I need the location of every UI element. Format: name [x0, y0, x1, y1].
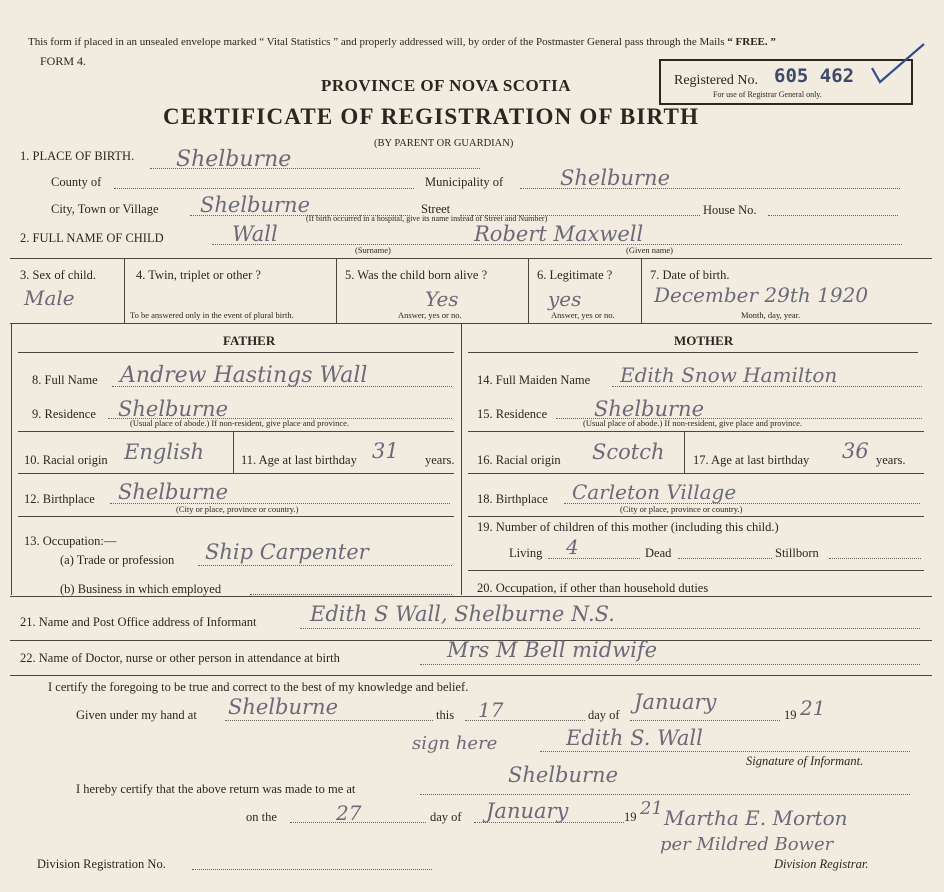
- mother-age: 36: [842, 439, 869, 463]
- surname-note: (Surname): [355, 245, 391, 255]
- this-label: this: [436, 708, 455, 722]
- occupation-label: 13. Occupation:—: [24, 534, 117, 548]
- business-label: (b) Business in which employed: [60, 582, 222, 596]
- row3-divider-2: [336, 258, 337, 323]
- free-word: “ FREE. ”: [727, 36, 776, 48]
- given-year: 21: [800, 696, 826, 720]
- father-residence: Shelburne: [118, 397, 229, 421]
- form-number: FORM 4.: [40, 54, 87, 68]
- registrar-day-line: [290, 822, 426, 823]
- registrar-signature-1: Martha E. Morton: [664, 806, 848, 830]
- alive-note: Answer, yes or no.: [398, 310, 462, 320]
- father-race-label: 10. Racial origin: [24, 453, 108, 467]
- row3-divider-1: [124, 258, 125, 323]
- father-heading: FATHER: [223, 333, 276, 348]
- father-birthplace: Shelburne: [118, 480, 229, 504]
- mother-name: Edith Snow Hamilton: [620, 363, 838, 387]
- registered-label: Registered No.: [674, 73, 758, 88]
- left-border: [11, 323, 12, 595]
- trade-value: Ship Carpenter: [205, 540, 369, 564]
- father-name-label: 8. Full Name: [32, 373, 98, 387]
- father-race: English: [124, 440, 205, 464]
- municipality-label: Municipality of: [425, 175, 504, 189]
- mother-years: years.: [876, 453, 906, 467]
- row3-top-rule: [10, 258, 932, 259]
- mother-birthplace-label: 18. Birthplace: [477, 492, 548, 506]
- mother-rule-4: [468, 570, 924, 571]
- doctor-line: [420, 664, 920, 665]
- on-label: on the: [246, 810, 277, 824]
- mother-birthplace: Carleton Village: [572, 480, 737, 504]
- informant-signature-line: [540, 751, 910, 752]
- father-residence-note: (Usual place of abode.) If non-resident, give place and province.: [130, 418, 350, 428]
- date-label: 7. Date of birth.: [650, 268, 730, 282]
- twin-label: 4. Twin, triplet or other ?: [136, 268, 261, 282]
- alive-value: Yes: [425, 287, 459, 311]
- doctor-rule: [10, 675, 932, 676]
- mother-birthplace-note: (City or place, province or country.): [620, 504, 743, 514]
- dead-label: Dead: [645, 546, 672, 560]
- mother-name-label: 14. Full Maiden Name: [477, 373, 591, 387]
- legit-value: yes: [548, 287, 582, 311]
- informant-value: Edith S Wall, Shelburne N.S.: [310, 602, 615, 626]
- date-note: Month, day, year.: [741, 310, 801, 320]
- place-value: Shelburne: [176, 147, 292, 172]
- mother-race: Scotch: [592, 440, 665, 464]
- twin-note: To be answered only in the event of plural birth.: [130, 310, 294, 320]
- living-line: [548, 558, 640, 559]
- registrar-year-prefix: 19: [624, 810, 637, 824]
- registrar-place: Shelburne: [508, 763, 619, 787]
- mother-rule-3: [468, 516, 924, 517]
- city-label: City, Town or Village: [51, 202, 159, 216]
- given-month: January: [634, 690, 717, 714]
- father-residence-label: 9. Residence: [32, 407, 96, 421]
- column-divider: [461, 323, 462, 595]
- registrar-month-line: [474, 822, 624, 823]
- father-age-label: 11. Age at last birthday: [241, 453, 357, 467]
- municipality-value: Shelburne: [560, 166, 671, 190]
- mother-residence-label: 15. Residence: [477, 407, 548, 421]
- place-label: 1. PLACE OF BIRTH.: [20, 149, 135, 163]
- county-label: County of: [51, 175, 102, 189]
- dead-line: [678, 558, 772, 559]
- county-line: [114, 188, 414, 189]
- mother-rule-2: [468, 473, 924, 474]
- registrar-day: 27: [336, 801, 362, 825]
- dayof-label: day of: [588, 708, 620, 722]
- mother-residence: Shelburne: [594, 397, 705, 421]
- given-day: 17: [478, 698, 504, 722]
- father-name: Andrew Hastings Wall: [120, 363, 368, 388]
- registrar-year: 21: [640, 798, 663, 819]
- row3-bottom-rule: [10, 323, 932, 324]
- sex-label: 3. Sex of child.: [20, 268, 97, 282]
- sex-value: Male: [24, 286, 75, 310]
- given-place-line: [225, 720, 433, 721]
- registrar-text: I hereby certify that the above return was made to me at: [76, 782, 356, 796]
- legit-label: 6. Legitimate ?: [537, 268, 613, 282]
- informant-label: 21. Name and Post Office address of Informant: [20, 615, 257, 629]
- father-heading-rule: [18, 352, 454, 353]
- stillborn-label: Stillborn: [775, 546, 819, 560]
- given-year-prefix: 19: [784, 708, 797, 722]
- sign-here: sign here: [412, 733, 498, 754]
- father-rule-1: [18, 431, 454, 432]
- mother-rule-1: [468, 431, 924, 432]
- stillborn-line: [829, 558, 921, 559]
- division-number-label: Division Registration No.: [37, 857, 166, 871]
- house-label: House No.: [703, 203, 757, 217]
- city-value: Shelburne: [200, 193, 311, 217]
- registered-note: For use of Registrar General only.: [713, 90, 822, 99]
- place-line: [150, 168, 480, 169]
- certify-text: I certify the foregoing to be true and correct to the best of my knowledge and belief.: [48, 680, 469, 694]
- checkmark-icon: [868, 40, 928, 88]
- child-name-label: 2. FULL NAME OF CHILD: [20, 231, 164, 245]
- father-name-line: [112, 386, 452, 387]
- mother-occupation-label: 20. Occupation, if other than household duties: [477, 581, 709, 595]
- page-title: CERTIFICATE OF REGISTRATION OF BIRTH: [163, 104, 700, 129]
- father-birthplace-label: 12. Birthplace: [24, 492, 95, 506]
- living-label: Living: [509, 546, 543, 560]
- columns-bottom-rule: [10, 596, 932, 597]
- children-label: 19. Number of children of this mother (including this child.): [477, 520, 779, 534]
- father-birthplace-note: (City or place, province or country.): [176, 504, 299, 514]
- mailing-notice: [28, 36, 776, 48]
- trade-line: [198, 565, 452, 566]
- father-age: 31: [372, 439, 399, 463]
- hospital-note: (If birth occurred in a hospital, give its name instead of Street and Number): [306, 214, 548, 223]
- doctor-value: Mrs M Bell midwife: [447, 638, 658, 662]
- child-given-name: Robert Maxwell: [474, 222, 644, 246]
- mother-race-divider: [684, 431, 685, 473]
- given-name-note: (Given name): [626, 245, 673, 255]
- row3-divider-4: [641, 258, 642, 323]
- row3-divider-3: [528, 258, 529, 323]
- date-value: December 29th 1920: [654, 283, 869, 307]
- mother-name-line: [612, 386, 922, 387]
- alive-label: 5. Was the child born alive ?: [345, 268, 488, 282]
- father-race-divider: [233, 431, 234, 473]
- given-label: Given under my hand at: [76, 708, 197, 722]
- business-line: [250, 594, 452, 595]
- doctor-label: 22. Name of Doctor, nurse or other person in attendance at birth: [20, 651, 340, 665]
- informant-signature: Edith S. Wall: [566, 726, 703, 750]
- living-value: 4: [566, 535, 579, 559]
- given-place: Shelburne: [228, 695, 339, 719]
- given-month-line: [630, 720, 780, 721]
- father-rule-2: [18, 473, 454, 474]
- mother-heading-rule: [468, 352, 918, 353]
- registrar-month: January: [486, 799, 569, 823]
- given-day-line: [465, 720, 585, 721]
- father-years: years.: [425, 453, 455, 467]
- child-name-line: [212, 244, 902, 245]
- mother-heading: MOTHER: [674, 333, 734, 348]
- mailing-notice-text: This form if placed in an unsealed envelope marked “ Vital Statistics ” and properly addressed will, by order of the Postmaster General pass through the Mails: [28, 36, 728, 48]
- street-label: Street: [421, 202, 451, 216]
- mother-residence-note: (Usual place of abode.) If non-resident, give place and province.: [583, 418, 803, 428]
- page-subtitle: (BY PARENT OR GUARDIAN): [374, 138, 514, 149]
- mother-race-label: 16. Racial origin: [477, 453, 561, 467]
- child-surname: Wall: [232, 222, 278, 246]
- province-heading: PROVINCE OF NOVA SCOTIA: [321, 76, 572, 95]
- legit-note: Answer, yes or no.: [551, 310, 615, 320]
- registered-number: 605 462: [774, 65, 855, 87]
- house-line: [768, 215, 898, 216]
- informant-line: [300, 628, 920, 629]
- father-rule-3: [18, 516, 454, 517]
- informant-signature-label: Signature of Informant.: [746, 754, 864, 768]
- trade-label: (a) Trade or profession: [60, 553, 175, 567]
- mother-age-label: 17. Age at last birthday: [693, 453, 810, 467]
- registrar-signature-label: Division Registrar.: [774, 857, 869, 871]
- registrar-dayof-label: day of: [430, 810, 462, 824]
- municipality-line: [520, 188, 900, 189]
- registrar-signature-2: per Mildred Bower: [660, 834, 834, 855]
- division-number-line: [192, 869, 432, 870]
- registrar-place-line: [420, 794, 910, 795]
